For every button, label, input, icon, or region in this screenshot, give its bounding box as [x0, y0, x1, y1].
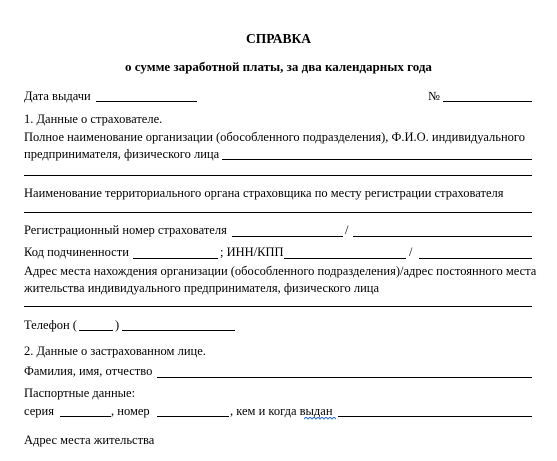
- org-name-label-line2: предпринимателя, физического лица: [24, 147, 220, 161]
- passport-number-label: , номер: [111, 404, 150, 418]
- passport-issued-label: , кем и когда выдан: [230, 404, 333, 418]
- passport-series-field[interactable]: [60, 416, 111, 417]
- reg-number-label: Регистрационный номер страхователя: [24, 223, 227, 237]
- number-field[interactable]: [443, 101, 532, 102]
- reg-number-field-1[interactable]: [232, 236, 343, 237]
- residence-address-label: Адрес места жительства: [24, 433, 155, 447]
- subordination-code-field[interactable]: [133, 258, 218, 259]
- reg-number-field-2[interactable]: [353, 236, 532, 237]
- section2-heading: 2. Данные о застрахованном лице.: [24, 344, 206, 358]
- passport-series-label: серия: [24, 404, 54, 418]
- document-subtitle: о сумме заработной платы, за два календарных года: [125, 59, 432, 74]
- section1-heading: 1. Данные о страхователе.: [24, 112, 163, 126]
- passport-number-field[interactable]: [157, 416, 229, 417]
- org-name-field[interactable]: [222, 159, 532, 160]
- address-label-line2: жительства индивидуального предпринимателя, физического лица: [24, 281, 380, 295]
- org-name-label-line1: Полное наименование организации (обособленного подразделения), Ф.И.О. индивидуального: [24, 130, 525, 144]
- phone-label: Телефон (: [24, 318, 77, 332]
- inn-kpp-label: ; ИНН/КПП: [220, 245, 284, 259]
- issue-date-label: Дата выдачи: [24, 89, 91, 103]
- org-name-field-extra[interactable]: [24, 175, 532, 176]
- kpp-field[interactable]: [419, 258, 532, 259]
- fio-label: Фамилия, имя, отчество: [24, 364, 153, 378]
- reg-number-slash: /: [345, 223, 349, 237]
- passport-issued-field[interactable]: [338, 416, 532, 417]
- number-label: №: [428, 89, 440, 103]
- spellcheck-underline: [304, 417, 336, 420]
- phone-number-field[interactable]: [122, 330, 235, 331]
- address-label-line1: Адрес места нахождения организации (обособленного подразделения)/адрес постоянного места: [24, 264, 537, 278]
- issue-date-field[interactable]: [96, 101, 197, 102]
- phone-area-code-field[interactable]: [79, 330, 113, 331]
- inn-field[interactable]: [284, 258, 406, 259]
- phone-close-paren: ): [115, 318, 120, 332]
- passport-label: Паспортные данные:: [24, 386, 136, 400]
- address-field[interactable]: [24, 306, 532, 307]
- inn-kpp-slash: /: [409, 245, 413, 259]
- territorial-body-field[interactable]: [24, 212, 532, 213]
- document-title: СПРАВКА: [245, 31, 312, 46]
- subordination-code-label: Код подчиненности: [24, 245, 129, 259]
- fio-field[interactable]: [157, 377, 532, 378]
- territorial-body-label: Наименование территориального органа страховщика по месту регистрации страхователя: [24, 186, 504, 200]
